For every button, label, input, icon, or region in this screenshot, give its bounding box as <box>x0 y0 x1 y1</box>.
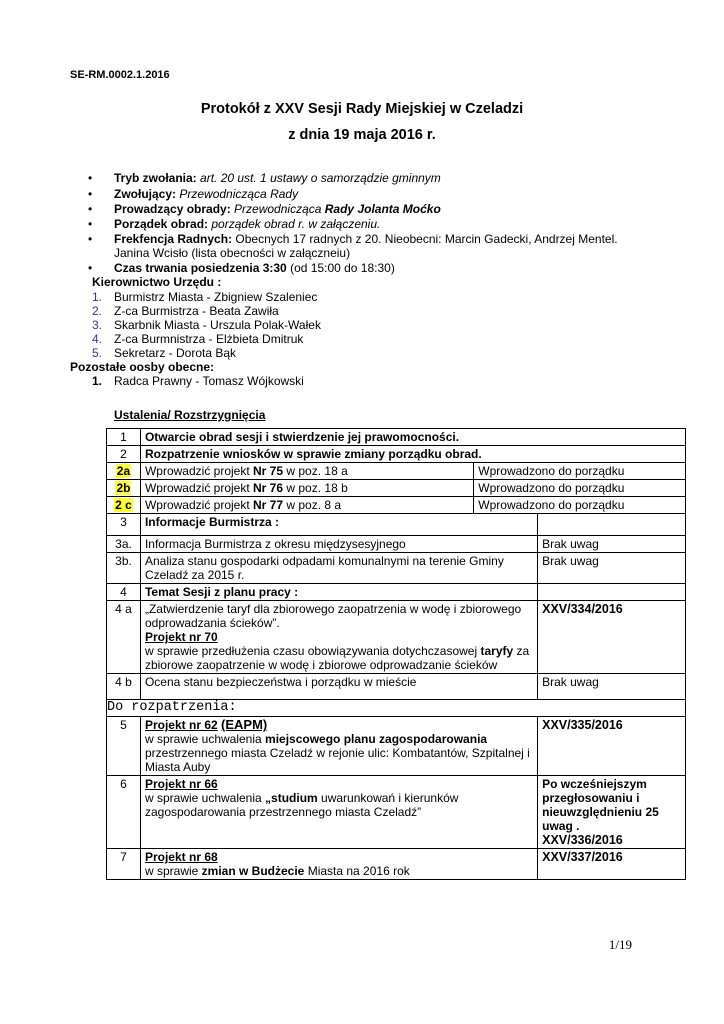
decisions-table <box>106 428 686 880</box>
table-row: 3 Informacje Burmistrza : <box>107 514 686 536</box>
table-row: 7 Projekt nr 68 w sprawie zmian w Budżecie Miasta na 2016 rok XXV/337/2016 <box>107 849 686 880</box>
kierownictwo-heading: Kierownictwo Urzędu : <box>92 275 222 289</box>
bullet-icon: • <box>88 217 93 231</box>
table-row: 2 c Wprowadzić projekt Nr 77 w poz. 8 a Wprowadzono do porządku <box>107 497 686 514</box>
list-item: 4. Z-ca Burmnistrza - Elżbieta Dmitruk <box>92 332 304 346</box>
table-row: 4 Temat Sesji z planu pracy : <box>107 584 686 601</box>
table-row: 4 a „Zatwierdzenie taryf dla zbiorowego zaopatrzenia w wodę i zbiorowego odprowadzania ścieków”. Projekt nr 70 w sprawie przedłużenia czasu obowiązywania dotychczasowej taryfy za zbiorowe zaopatrzenie w wodę i zbiorowe odprowadzanie ścieków XXV/334/2016 <box>107 601 686 674</box>
bullet-icon: • <box>88 232 93 246</box>
bullet-icon: • <box>88 187 93 201</box>
ustalenia-heading: Ustalenia/ Rozstrzygnięcia <box>114 408 266 422</box>
table-row: 2 Rozpatrzenie wniosków w sprawie zmiany porządku obrad. <box>107 446 686 463</box>
document-title: Protokół z XXV Sesji Rady Miejskiej w Czeladzi <box>200 101 524 117</box>
list-item: 2. Z-ca Burmistrza - Beata Zawiła <box>92 304 279 318</box>
list-item: 5. Sekretarz - Dorota Bąk <box>92 346 237 360</box>
table-row: 2a Wprowadzić projekt Nr 75 w poz. 18 a Wprowadzono do porządku <box>107 463 686 480</box>
table-row: Do rozpatrzenia: <box>107 700 686 717</box>
page-number: 1/19 <box>608 937 632 952</box>
list-item: 3. Skarbnik Miasta - Urszula Polak-Wałek <box>92 318 321 332</box>
table-row: 3a. Informacja Burmistrza z okresu międzysesyjnego Brak uwag <box>107 536 686 553</box>
table-row: 2b Wprowadzić projekt Nr 76 w poz. 18 b Wprowadzono do porządku <box>107 480 686 497</box>
table-row: 5 Projekt nr 62 (EAPM) w sprawie uchwalenia miejscowego planu zagospodarowania przestrzennego miasta Czeladź w rejonie ulic: Kombatantów, Szpitalnej i Miasta Auby XXV/335/2016 <box>107 717 686 776</box>
table-row: 3b. Analiza stanu gospodarki odpadami komunalnymi na terenie Gminy Czeladź za 2015 r. Brak uwag <box>107 553 686 584</box>
document-reference: SE-RM.0002.1.2016 <box>70 69 170 81</box>
list-item: 1. Burmistrz Miasta - Zbigniew Szaleniec <box>92 290 318 304</box>
bullet-icon: • <box>88 202 93 216</box>
table-row: 1 Otwarcie obrad sesji i stwierdzenie jej prawomocności. <box>107 429 686 446</box>
list-item: 1. Radca Prawny - Tomasz Wójkowski <box>92 374 304 388</box>
table-row: 4 b Ocena stanu bezpieczeństwa i porządku w mieście Brak uwag <box>107 674 686 700</box>
document-date: z dnia 19 maja 2016 r. <box>288 127 436 143</box>
bullet-icon: • <box>88 171 93 185</box>
info-frekwencja-cont: Janina Wcisło (lista obecności w załączneiu) <box>114 246 351 260</box>
pozostale-heading: Pozostałe oosby obecne: <box>70 360 215 374</box>
table-row: 6 Projekt nr 66 w sprawie uchwalenia „studium uwarunkowań i kierunków zagospodarowania przestrzennego miasta Czeladź” Po wcześniejszym przegłosowaniu i nieuwzględnieniu 25 uwag . XXV/336/2016 <box>107 776 686 849</box>
bullet-icon: • <box>88 261 93 275</box>
